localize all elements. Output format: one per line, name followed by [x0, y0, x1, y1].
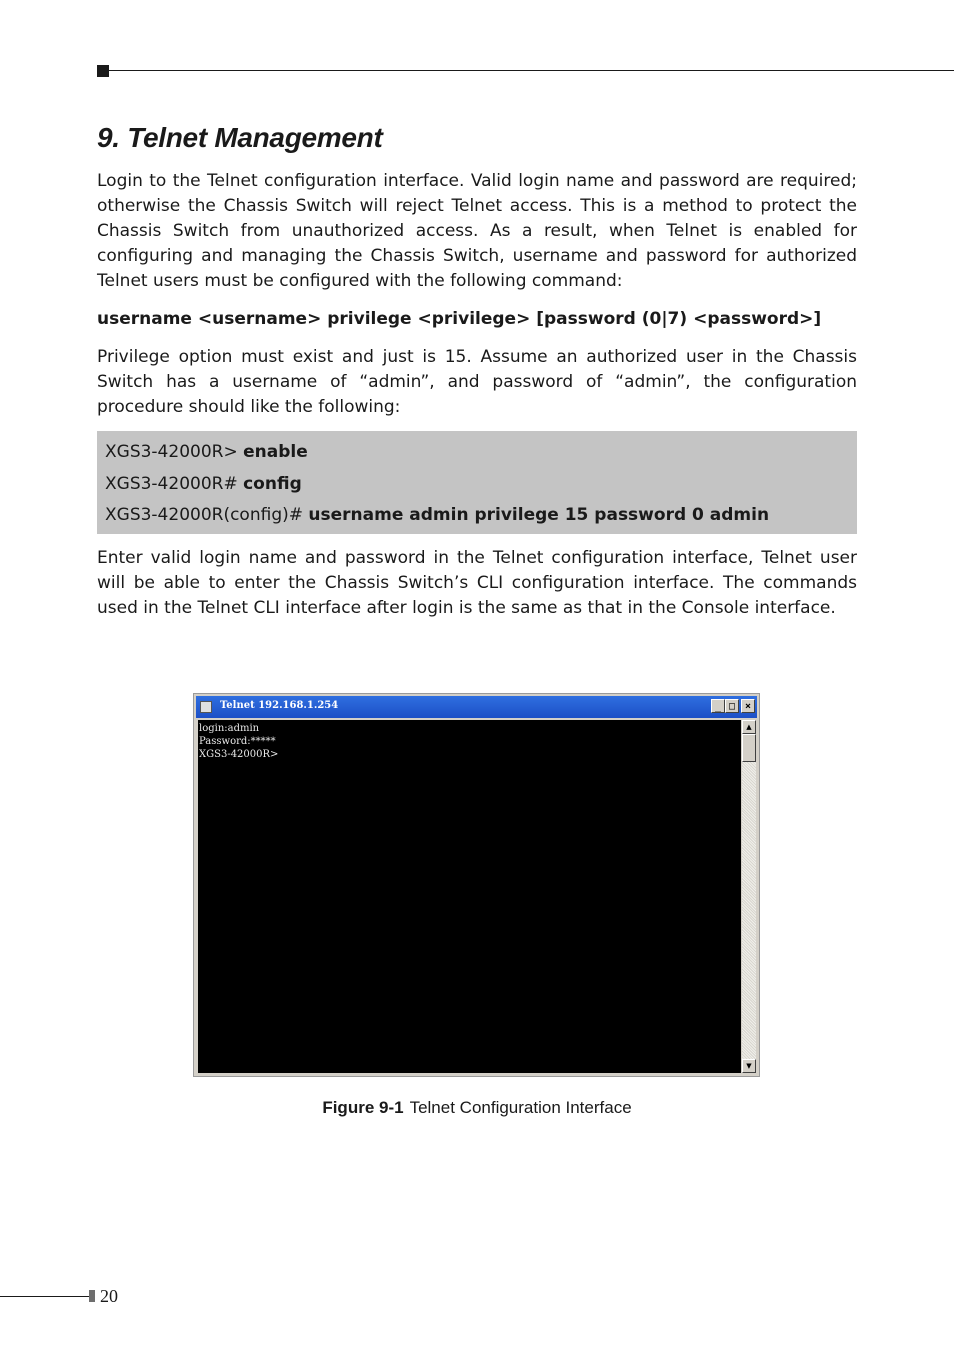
- telnet-window-title: Telnet 192.168.1.254: [220, 700, 339, 711]
- command-syntax: username <username> privilege <privilege> [password (0|7) <password>]: [97, 309, 822, 329]
- code-line-enable: [105, 438, 857, 470]
- section-title: 9. Telnet Management: [97, 122, 383, 153]
- terminal-line: XGS3-42000R>: [199, 749, 279, 760]
- privilege-paragraph: Privilege option must exist and just is 15. Assume an authorized user in the Chassis Switch has a username of “admin”, and password of “admin”, the configuration procedure should like the following:: [97, 347, 857, 417]
- vertical-scrollbar[interactable]: [742, 720, 756, 1073]
- figure-label: Figure 9-1: [322, 1098, 404, 1117]
- code-line-username: [105, 501, 857, 533]
- telnet-title-bar: [196, 696, 757, 718]
- figure-caption: [0, 1098, 954, 1118]
- after-login-paragraph: Enter valid login name and password in the Telnet configuration interface, Telnet user will be able to enter the Chassis Switch’s CLI configuration interface. The commands used in the Telnet CLI interface after login is the same as that in the Console interface.: [97, 548, 857, 618]
- scroll-up-button[interactable]: ▲: [742, 720, 756, 734]
- minimize-button[interactable]: _: [711, 699, 725, 713]
- code-line-config: [105, 470, 857, 502]
- telnet-window-screenshot: [193, 693, 760, 1077]
- code-example-box: [97, 431, 857, 534]
- code-command: enable: [243, 442, 308, 462]
- terminal-icon: [200, 701, 212, 713]
- header-square: [97, 65, 109, 77]
- footer-rule: [0, 1296, 89, 1297]
- close-button[interactable]: ×: [741, 699, 755, 713]
- footer-mark: [89, 1290, 95, 1302]
- page-number: 20: [100, 1286, 118, 1306]
- code-prompt: XGS3-42000R(config)#: [105, 505, 309, 525]
- intro-paragraph: Login to the Telnet configuration interface. Valid login name and password are required; otherwise the Chassis Switch will reject Telnet access. This is a method to protect the Chassis Switch from unauthorized access. As a result, when Telnet is enabled for configuring and managing the Chassis Switch, username and password for authorized Telnet users must be configured with the following command:: [97, 171, 857, 291]
- code-prompt: XGS3-42000R#: [105, 473, 244, 494]
- terminal-output[interactable]: [198, 720, 741, 1073]
- header-rule: [109, 70, 954, 71]
- maximize-button[interactable]: □: [725, 699, 739, 713]
- scroll-down-button[interactable]: ▼: [742, 1059, 756, 1073]
- code-command: config: [243, 473, 302, 494]
- code-prompt: XGS3-42000R>: [105, 442, 244, 462]
- figure-caption-text: Telnet Configuration Interface: [409, 1098, 632, 1117]
- scroll-thumb[interactable]: [742, 734, 756, 762]
- terminal-line: Password:*****: [199, 736, 276, 747]
- code-command: username admin privilege 15 password 0 admin: [308, 505, 770, 525]
- terminal-line: login:admin: [199, 723, 260, 734]
